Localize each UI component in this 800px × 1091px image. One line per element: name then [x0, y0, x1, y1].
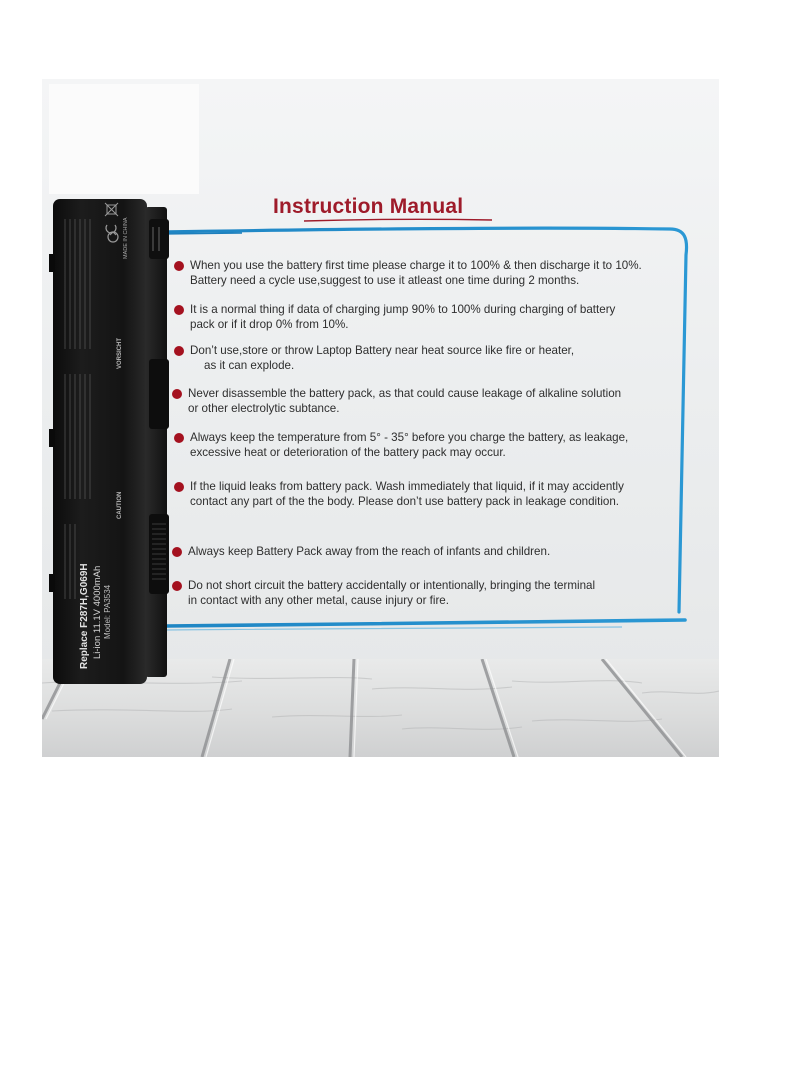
bullet-dot-icon [172, 547, 182, 557]
rule-infants [188, 545, 550, 560]
rule-line: It is a normal thing if data of charging jump 90% to 100% during charging of battery [190, 303, 616, 316]
rule-line: Always keep Battery Pack away from the reach of infants and children. [188, 545, 551, 558]
manual-title: Instruction Manual [273, 195, 464, 218]
rule-line: excessive heat or deterioration of the battery pack may occur. [190, 445, 506, 459]
rule-disassemble [188, 387, 621, 416]
crossed-bin-icon [105, 203, 118, 216]
rule-line: as it can explode. [204, 358, 295, 372]
rule-line: Always keep the temperature from 5° - 35° before you charge the battery, as leakage, [190, 431, 629, 444]
rule-line: pack or if it drop 0% from 10%. [190, 317, 349, 331]
rule-line: When you use the battery first time please charge it to 100% & then discharge it to 10%. [190, 259, 642, 272]
bullet-dot-icon [174, 305, 184, 315]
bullet-dot-icon [172, 389, 182, 399]
rule-first-charge [190, 259, 642, 288]
battery-model-label: Model: PA3534 [103, 584, 112, 639]
rule-line: in contact with any other metal, cause injury or fire. [188, 593, 449, 607]
rule-line: Never disassemble the battery pack, as that could cause leakage of alkaline solution [188, 387, 622, 400]
rule-heat-source [190, 344, 574, 373]
rule-line: or other electrolytic subtance. [188, 401, 340, 415]
rule-line: Do not short circuit the battery accidentally or intentionally, bringing the terminal [188, 579, 596, 592]
rule-short-circuit [188, 579, 595, 608]
battery-caution-label: CAUTION [117, 491, 123, 519]
rule-line: If the liquid leaks from battery pack. Wash immediately that liquid, if it may accidently [190, 480, 624, 493]
battery-made-in-label: MADE IN CHINA [123, 217, 129, 259]
rule-charging-jump [190, 303, 615, 332]
rule-liquid-leak [190, 480, 624, 509]
rule-temperature [190, 431, 628, 460]
bullet-dot-icon [174, 261, 184, 271]
rule-line: Don’t use,store or throw Laptop Battery near heat source like fire or heater, [190, 344, 575, 357]
battery-replace-label: Replace F287H,G069H [79, 563, 90, 669]
battery-spec-label: Li-ion 11.1V 4000mAh [92, 565, 103, 659]
bullet-dot-icon [174, 482, 184, 492]
laptop-battery [49, 199, 173, 684]
bullet-dot-icon [172, 581, 182, 591]
rule-line: contact any part of the the body. Please don’t use battery pack in leakage condition. [190, 494, 620, 508]
bullet-dot-icon [174, 433, 184, 443]
bullet-dot-icon [174, 346, 184, 356]
rule-line: Battery need a cycle use,suggest to use it atleast one time during 2 months. [190, 273, 580, 287]
product-image [42, 79, 719, 757]
battery-vorsicht-label: VORSICHT [117, 337, 123, 369]
